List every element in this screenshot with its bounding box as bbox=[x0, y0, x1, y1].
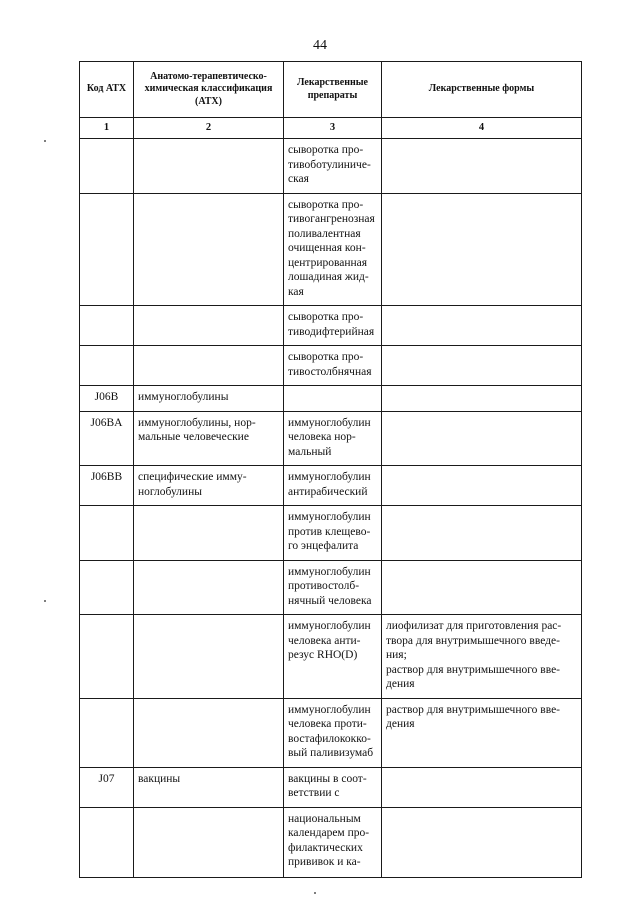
cell-drug: сыворотка про- тивостолбнячная bbox=[284, 346, 382, 386]
cell-classification bbox=[134, 139, 284, 194]
cell-forms bbox=[382, 386, 582, 412]
column-number: 2 bbox=[134, 118, 284, 139]
table-row bbox=[80, 807, 582, 877]
cell-code bbox=[80, 139, 134, 194]
cell-forms: лиофилизат для приготовления рас- твора для внутримышечного введе- ния; раствор для внутримышечного вве- дения bbox=[382, 615, 582, 699]
cell-drug: иммуноглобулин противостолб- нячный человека bbox=[284, 560, 382, 615]
cell-drug: сыворотка про- тивоботулиниче- ская bbox=[284, 139, 382, 194]
cell-forms: раствор для внутримышечного вве- дения bbox=[382, 698, 582, 767]
cell-drug bbox=[284, 386, 382, 412]
cell-classification bbox=[134, 506, 284, 561]
cell-forms bbox=[382, 506, 582, 561]
cell-drug: иммуноглобулин человека нор- мальный bbox=[284, 411, 382, 466]
cell-code bbox=[80, 560, 134, 615]
cell-drug: иммуноглобулин антирабический bbox=[284, 466, 382, 506]
cell-classification: иммуноглобулины, нор- мальные человеческие bbox=[134, 411, 284, 466]
table-row bbox=[80, 139, 582, 194]
cell-code: J06B bbox=[80, 386, 134, 412]
cell-forms bbox=[382, 193, 582, 306]
cell-code: J06BB bbox=[80, 466, 134, 506]
cell-drug: сыворотка про- тивогангренозная поливалентная очищенная кон- центрированная лошадиная жид- кая bbox=[284, 193, 382, 306]
cell-classification bbox=[134, 698, 284, 767]
table-row bbox=[80, 306, 582, 346]
cell-drug: иммуноглобулин человека анти- резус RHO(D) bbox=[284, 615, 382, 699]
cell-classification bbox=[134, 807, 284, 877]
page-number: 44 bbox=[313, 38, 327, 53]
table-row bbox=[80, 615, 582, 699]
scan-speck bbox=[44, 600, 46, 602]
table-row bbox=[80, 411, 582, 466]
cell-code bbox=[80, 615, 134, 699]
scan-speck bbox=[314, 892, 316, 894]
cell-forms bbox=[382, 306, 582, 346]
table-row bbox=[80, 466, 582, 506]
cell-classification bbox=[134, 306, 284, 346]
table-row bbox=[80, 346, 582, 386]
table-row bbox=[80, 386, 582, 412]
table-row bbox=[80, 506, 582, 561]
cell-classification bbox=[134, 615, 284, 699]
cell-drug: национальным календарем про- филактических прививок и ка- bbox=[284, 807, 382, 877]
cell-forms bbox=[382, 767, 582, 807]
cell-drug: иммуноглобулин против клещево- го энцефалита bbox=[284, 506, 382, 561]
cell-forms bbox=[382, 411, 582, 466]
cell-code bbox=[80, 306, 134, 346]
cell-code bbox=[80, 193, 134, 306]
cell-drug: сыворотка про- тиводифтерийная bbox=[284, 306, 382, 346]
cell-code bbox=[80, 506, 134, 561]
cell-classification bbox=[134, 560, 284, 615]
table-row bbox=[80, 193, 582, 306]
cell-code bbox=[80, 807, 134, 877]
cell-forms bbox=[382, 466, 582, 506]
column-number: 1 bbox=[80, 118, 134, 139]
cell-classification: специфические имму- ноглобулины bbox=[134, 466, 284, 506]
cell-code: J06BA bbox=[80, 411, 134, 466]
cell-classification bbox=[134, 193, 284, 306]
table-row bbox=[80, 560, 582, 615]
cell-forms bbox=[382, 560, 582, 615]
cell-code bbox=[80, 346, 134, 386]
cell-forms bbox=[382, 139, 582, 194]
column-number: 4 bbox=[382, 118, 582, 139]
header-atc-code: Код АТХ bbox=[80, 62, 134, 118]
cell-drug: иммуноглобулин человека проти- востафилококко- вый паливизумаб bbox=[284, 698, 382, 767]
column-number: 3 bbox=[284, 118, 382, 139]
cell-classification: вакцины bbox=[134, 767, 284, 807]
cell-drug: вакцины в соот- ветствии с bbox=[284, 767, 382, 807]
header-dosage-forms: Лекарственные формы bbox=[382, 62, 582, 118]
cell-forms bbox=[382, 346, 582, 386]
header-atc-classification: Анатомо-терапевтическо- химическая классификация (АТХ) bbox=[134, 62, 284, 118]
header-drugs: Лекарственные препараты bbox=[284, 62, 382, 118]
cell-forms bbox=[382, 807, 582, 877]
atc-table bbox=[79, 61, 582, 878]
table-row bbox=[80, 698, 582, 767]
cell-classification bbox=[134, 346, 284, 386]
table-row bbox=[80, 767, 582, 807]
cell-classification: иммуноглобулины bbox=[134, 386, 284, 412]
cell-code bbox=[80, 698, 134, 767]
scan-speck bbox=[44, 140, 46, 142]
cell-code: J07 bbox=[80, 767, 134, 807]
column-number-row bbox=[80, 118, 582, 139]
table-header-row bbox=[80, 62, 582, 118]
